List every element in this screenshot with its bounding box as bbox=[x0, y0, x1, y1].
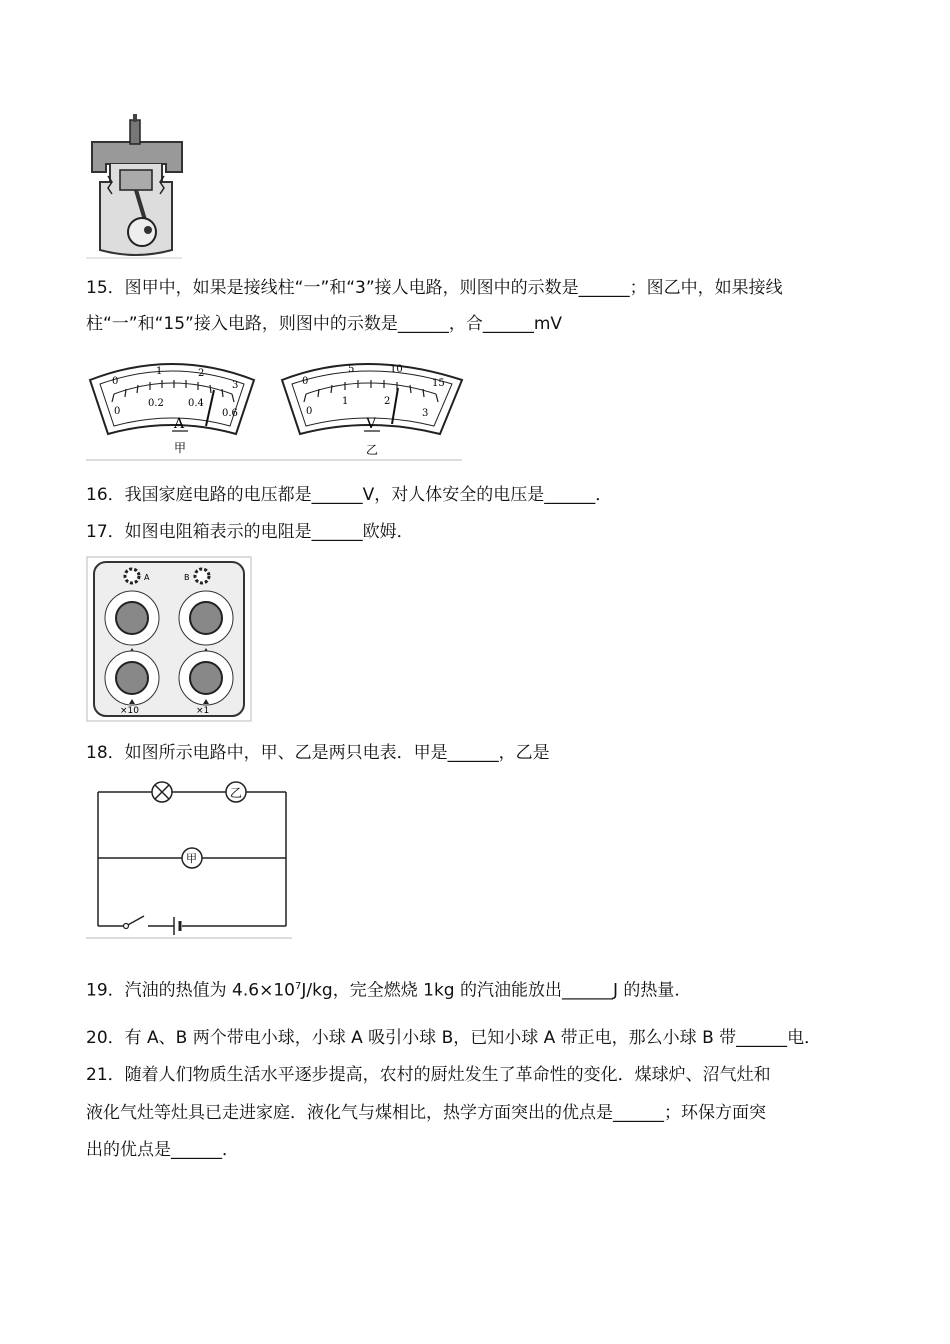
svg-text:B: B bbox=[184, 573, 190, 582]
voltmeter-top-1: 5 bbox=[348, 364, 355, 375]
svg-text:A: A bbox=[144, 573, 150, 582]
voltmeter-bottom-2: 2 bbox=[384, 396, 391, 407]
circuit-figure bbox=[86, 776, 296, 940]
question-21-line-3: 出的优点是______． bbox=[86, 1140, 239, 1160]
voltmeter-top-3: 15 bbox=[432, 378, 445, 389]
ammeter-bottom-3: 0.6 bbox=[222, 408, 238, 419]
q19-base: 10 bbox=[273, 980, 295, 1001]
svg-text:×10: ×10 bbox=[120, 706, 139, 716]
q19-times: × bbox=[259, 980, 274, 1001]
ammeter-bottom-1: 0.2 bbox=[148, 398, 164, 409]
question-21-line-2: 液化气灶等灶具已走进家庭．液化气与煤相比，热学方面突出的优点是______；环保方面突 bbox=[86, 1103, 766, 1123]
ammeter-top-0: 0 bbox=[112, 376, 119, 387]
ammeter-bottom-0: 0 bbox=[114, 406, 121, 417]
meter-yi bbox=[226, 782, 246, 802]
lamp-symbol bbox=[152, 782, 172, 802]
question-16: 16．我国家庭电路的电压都是______V，对人体安全的电压是______． bbox=[86, 485, 613, 505]
question-19 bbox=[86, 970, 876, 1008]
question-15-line-2: 柱“一”和“15”接入电路，则图中的示数是______，合______mV bbox=[86, 314, 563, 334]
meter-jia bbox=[182, 848, 202, 868]
svg-text:乙: 乙 bbox=[230, 786, 243, 800]
ammeter-bottom-2: 0.4 bbox=[188, 398, 204, 409]
ammeter-symbol: A bbox=[174, 416, 185, 432]
question-20: 20．有 A、B 两个带电小球，小球 A 吸引小球 B，已知小球 A 带正电，那么小球 B 带______电． bbox=[86, 1028, 822, 1048]
ammeter-top-2: 2 bbox=[198, 368, 205, 379]
voltmeter-top-2: 10 bbox=[390, 364, 403, 375]
ammeter-top-1: 1 bbox=[156, 366, 163, 377]
meters-figure bbox=[86, 354, 466, 462]
voltmeter-bottom-3: 3 bbox=[422, 408, 429, 419]
ammeter bbox=[90, 364, 254, 455]
voltmeter-bottom-0: 0 bbox=[306, 406, 313, 417]
voltmeter bbox=[282, 364, 462, 457]
resistor-box-figure bbox=[86, 556, 254, 724]
svg-text:×1: ×1 bbox=[196, 706, 210, 716]
q19-exponent: 7 bbox=[294, 981, 302, 992]
question-21-line-1: 21．随着人们物质生活水平逐步提高，农村的厨灶发生了革命性的变化．煤球炉、沼气灶和 bbox=[86, 1065, 771, 1085]
q19-post: J/kg，完全燃烧 1kg 的汽油能放出______J 的热量． bbox=[301, 980, 692, 1001]
voltmeter-top-0: 0 bbox=[302, 376, 309, 387]
engine-figure bbox=[86, 112, 186, 262]
question-18: 18．如图所示电路中，甲、乙是两只电表．甲是______，乙是 bbox=[86, 743, 550, 763]
voltmeter-caption: 乙 bbox=[366, 443, 379, 457]
voltmeter-symbol: V bbox=[366, 416, 377, 432]
question-15-line-1: 15．图甲中，如果是接线柱“一”和“3”接人电路，则图中的示数是______；图乙中，如果接线 bbox=[86, 278, 783, 298]
ammeter-caption: 甲 bbox=[174, 441, 187, 455]
q19-pre: 19．汽油的热值为 4.6 bbox=[86, 980, 260, 1001]
ammeter-top-3: 3 bbox=[232, 380, 239, 391]
svg-text:甲: 甲 bbox=[186, 852, 197, 865]
voltmeter-bottom-1: 1 bbox=[342, 396, 349, 407]
question-17: 17．如图电阻箱表示的电阻是______欧姆． bbox=[86, 522, 414, 542]
